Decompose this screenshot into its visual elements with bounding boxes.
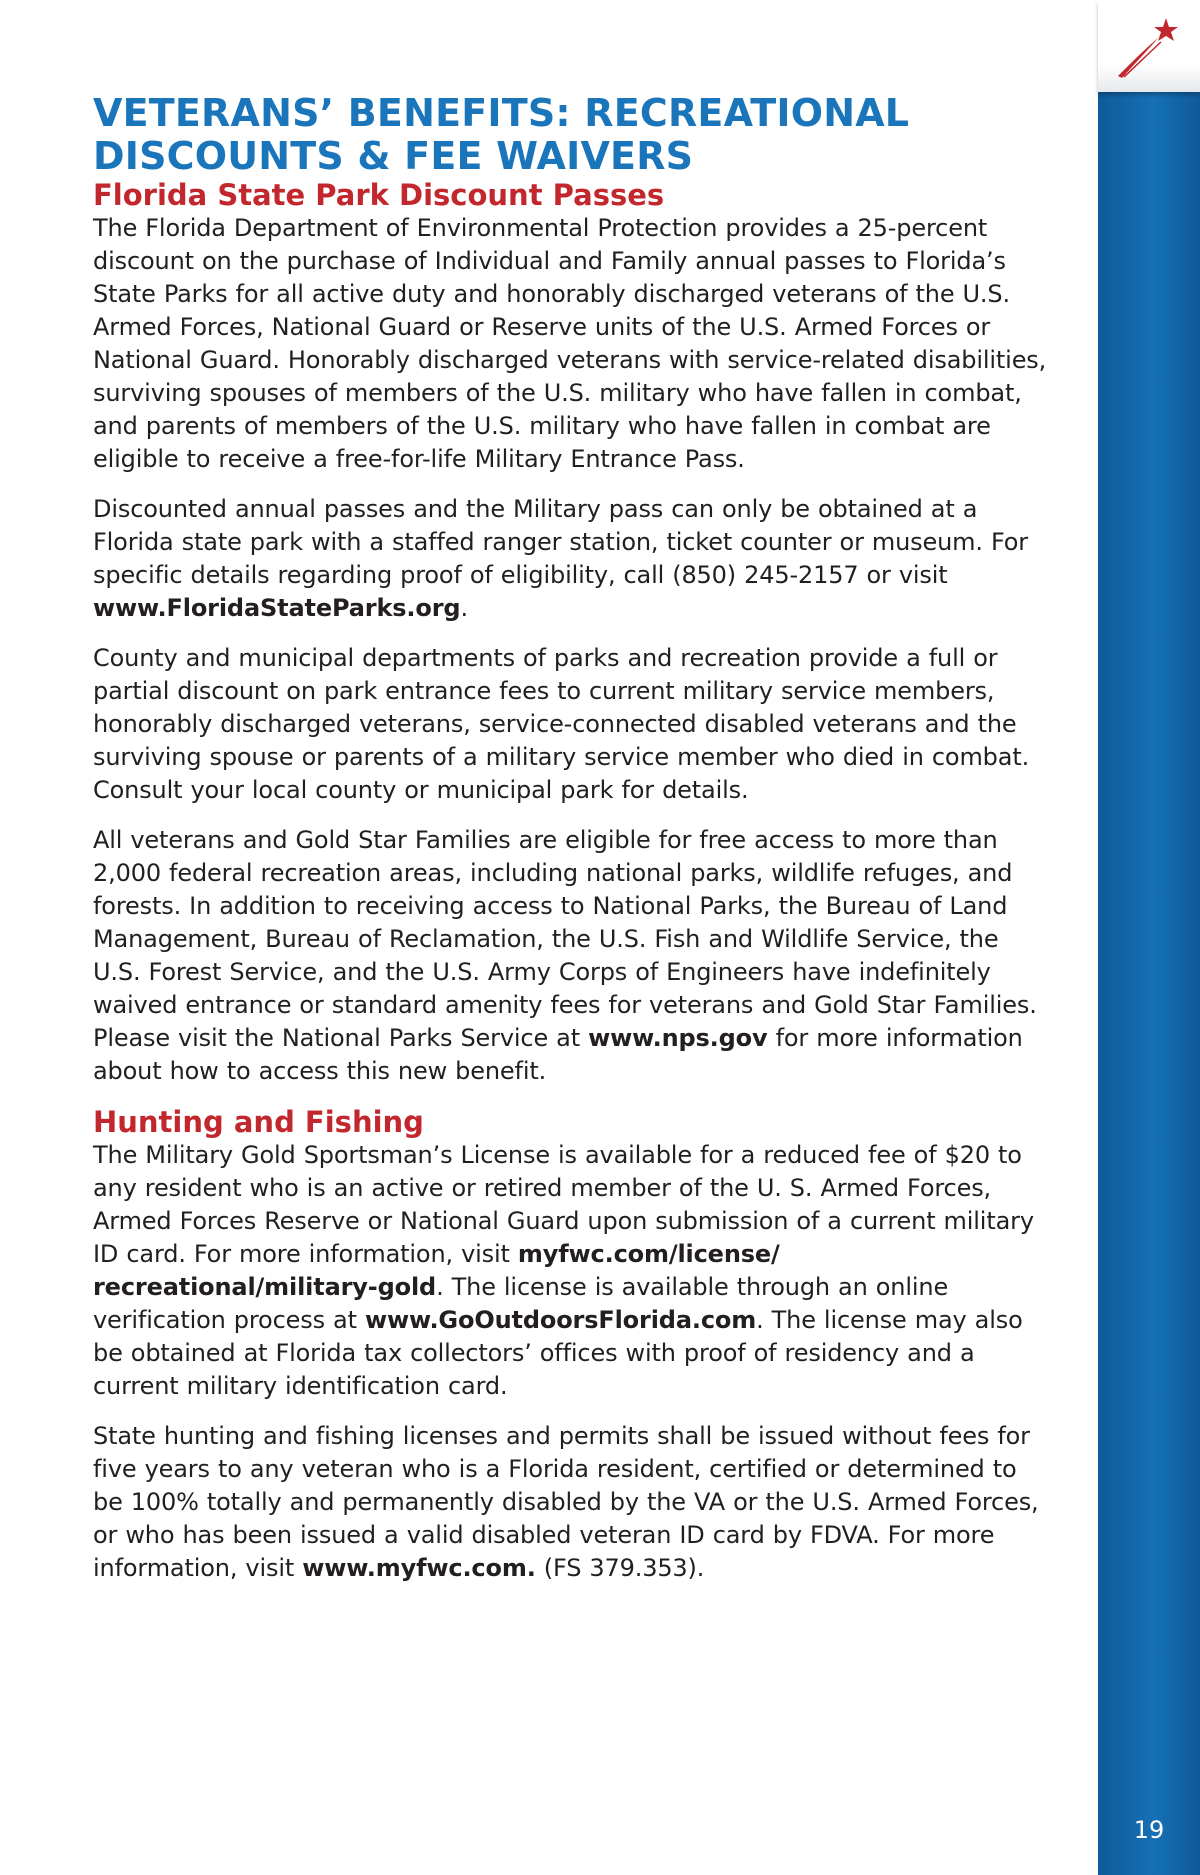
page-title-line-1: VETERANS’ BENEFITS: RECREATIONAL (93, 91, 910, 135)
page-title-line-2: DISCOUNTS & FEE WAIVERS (93, 134, 694, 178)
section-heading-parks: Florida State Park Discount Passes (93, 178, 665, 212)
parks-paragraph-4 (93, 824, 1053, 1088)
parks-paragraph-3-text: County and municipal departments of parks and recreation provide a full or partial discount on park entrance fees to current military service members, honorably discharged veterans, service-connected disabled veterans and the surviving spouse or parents of a military service member who died in combat. Consult your local county or municipal park for details. (93, 644, 1030, 804)
hunting-paragraph-2-end: (FS 379.353). (535, 1554, 705, 1582)
section-heading-hunting: Hunting and Fishing (93, 1105, 424, 1139)
main-content (93, 92, 1053, 1602)
parks-paragraph-4-end: for more information about how to access this new benefit. (93, 1024, 1023, 1085)
parks-paragraph-4-text: All veterans and Gold Star Families are eligible for free access to more than 2,000 federal recreation areas, including national parks, wildlife refuges, and forests. In addition to receiving access to National Parks, the Bureau of Land Management, Bureau of Reclamation, the U.S. Fish and Wildlife Service, the U.S. Forest Service, and the U.S. Army Corps of Engineers have indefinitely waived entrance or standard amenity fees for veterans and Gold Star Families. Please visit the National Parks Service at (93, 826, 1037, 1052)
hunting-paragraph-1-text-c: . The license may also be obtained at Florida tax collectors’ offices with proof of residency and a current military identification card. (93, 1306, 1023, 1400)
sidebar-logo-cap (1098, 0, 1200, 92)
parks-paragraph-2-text: Discounted annual passes and the Military pass can only be obtained at a Florida state park with a staffed ranger station, ticket counter or museum. For specific details regarding proof of eligibility, call (850) 245-2157 or visit (93, 495, 1029, 589)
hunting-paragraph-1-text-a: The Military Gold Sportsman’s License is available for a reduced fee of $20 to any resident who is an active or retired member of the U. S. Armed Forces, Armed Forces Reserve or National Guard upon submission of a current military ID card. For more information, visit (93, 1141, 1034, 1268)
hunting-paragraph-1-text-b: . The license is available through an online verification process at (93, 1273, 949, 1334)
shooting-star-icon (1114, 14, 1184, 80)
parks-paragraph-2-end: . (460, 594, 468, 622)
parks-paragraph-1 (93, 212, 1053, 476)
hunting-paragraph-1 (93, 1139, 1053, 1403)
hunting-paragraph-2-text: State hunting and fishing licenses and permits shall be issued without fees for five years to any veteran who is a Florida resident, certified or determined to be 100% totally and permanently disabled by the VA or the U.S. Armed Forces, or who has been issued a valid disabled veteran ID card by FDVA. For more information, visit (93, 1422, 1039, 1582)
florida-state-parks-link[interactable]: www.FloridaStateParks.org (93, 594, 461, 622)
myfwc-military-gold-link[interactable]: myfwc.com/license/ recreational/military-gold (93, 1240, 780, 1301)
parks-paragraph-2 (93, 493, 1053, 625)
blue-sidebar (1098, 0, 1200, 1875)
parks-paragraph-1-text: The Florida Department of Environmental Protection provides a 25-percent discount on the purchase of Individual and Family annual passes to Florida’s State Parks for all active duty and honorably discharged veterans of the U.S. Armed Forces, National Guard or Reserve units of the U.S. Armed Forces or National Guard. Honorably discharged veterans with service-related disabilities, surviving spouses of members of the U.S. military who have fallen in combat, and parents of members of the U.S. military who have fallen in combat are eligible to receive a free-for-life Military Entrance Pass. (93, 214, 1047, 473)
hunting-paragraph-2 (93, 1420, 1053, 1585)
page-title (93, 92, 1053, 178)
myfwc-link[interactable]: www.myfwc.com. (302, 1554, 536, 1582)
page-number: 19 (1133, 1816, 1165, 1844)
parks-paragraph-3 (93, 642, 1053, 807)
go-outdoors-florida-link[interactable]: www.GoOutdoorsFlorida.com (364, 1306, 757, 1334)
nps-gov-link[interactable]: www.nps.gov (588, 1024, 768, 1052)
